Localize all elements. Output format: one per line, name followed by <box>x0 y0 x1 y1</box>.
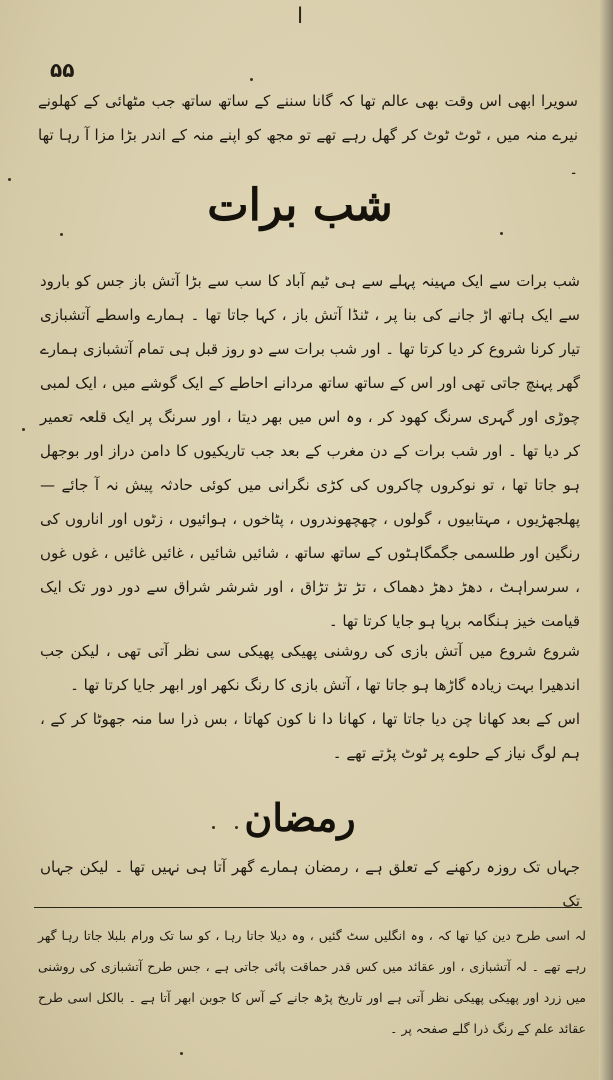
intro-paragraph: سویرا ابھی اس وقت بھی عالم تھا کہ گانا سننے کے ساتھ ساتھ جب مٹھائی کے کھلونے نیرے منہ میں ، ٹوٹ ٹوٹ کر گھل رہے تھے تو مجھ کو اپنے منہ کے اندر بڑا مزا آ رہا تھا ۔ <box>38 92 578 178</box>
top-mark: ا <box>297 4 304 29</box>
ink-speck <box>235 826 238 829</box>
ink-speck <box>212 826 215 829</box>
shab-e-barat-paragraph: شب برات سے ایک مہینہ پہلے سے ہی ٹیم آباد کا سب سے بڑا آتش باز جس کو بارود سے ایک ہاتھ اڑ جانے کی بنا پر ، ٹنڈا آتش باز ، کہا جاتا تھا ۔ ہمارے واسطے آتشبازی تیار کرنا شروع کر دیا کرتا تھا ۔ اور شب برات سے دو روز قبل ہی تمام آتشبازی ہمارے گھر پہنچ جاتی تھی اور اس کے ساتھ ساتھ مردانے احاطے کے ایک گوشے میں ، ایک لمبی چوڑی اور گہری سرنگ کھود کر ، وہ اس میں بھر دیتا ، اور سرنگ پر ایک قلعہ تعمیر کر دیا تھا ۔ اور شب برات کے دن مغرب کے بعد جب تاریکیوں کا دامن دراز اور بوجھل ہو جاتا تھا ، تو نوکروں چاکروں کی کڑی نگرانی میں کوئی حادثہ پیش نہ آ جائے — پھلجھڑیوں ، مہتابیوں ، گولوں ، چھچھوندروں ، پٹاخوں ، ہوائیوں ، زٹوں اور اناروں کی رنگین اور طلسمی جگمگاہٹوں کے ساتھ ساتھ ، شائیں شائیں ، غائیں غائیں ، غوں غوں ، سرسراہٹ ، دھڑ دھڑ دھماک ، تڑ تڑ تڑاق ، اور شرشر شراق سے دور دور تک ایک قیامت خیز ہنگامہ برپا ہو جایا کرتا تھا ۔ <box>40 272 580 630</box>
section-heading-ramzan: رمضان <box>244 795 356 840</box>
footnotes: لہ اسی طرح دین کیا تھا کہ ، وہ انگلیں سٹ گئیں ، وہ دیلا جاتا رہا ، کو سا تک ورام بلبلا جاتا رہا گھر رہے تھے ۔ لہ آتشبازی ، اور عقائد میں کس قدر حماقت پائی جاتی ہے ، جس طرح آتشبازی کی روشنی میں زرد اور پھیکی پھیکی نظر آتی ہے اور تاریخ پڑھ جانے کے آس کا جوبن ابھر آتا ہے ۔ بالکل اسی طرح عقائد علم کے رنگ ذرا گلے صفحہ پر ۔ <box>38 928 586 1036</box>
ink-speck <box>250 78 253 81</box>
ramzan-paragraph: جہاں تک روزہ رکھنے کے تعلق ہے ، رمضان ہمارے گھر آتا ہی نہیں تھا ۔ لیکن جہاں تک <box>40 858 580 910</box>
page-number: ۵۵ <box>50 58 75 82</box>
book-spine <box>599 0 613 1080</box>
ink-speck <box>180 1052 183 1055</box>
ink-speck <box>500 232 503 235</box>
ink-speck <box>8 178 11 181</box>
section-heading-shab-e-barat: شب برات <box>207 180 393 231</box>
footnote-divider <box>34 907 582 908</box>
shab-e-barat-paragraph-3: اس کے بعد کھانا چن دیا جاتا تھا ، کھانا دا نا کون کھاتا ، بس ذرا سا منہ جھوٹا کر کے ، ہم لوگ نیاز کے حلوے پر ٹوٹ پڑتے تھے ۔ <box>40 710 580 762</box>
shab-e-barat-paragraph-2: شروع شروع میں آتش بازی کی روشنی پھیکی پھیکی سی نظر آتی تھی ، لیکن جب اندھیرا بہت زیادہ گاڑھا ہو جاتا تھا ، آتش بازی کا رنگ نکھر اور ابھر جایا کرتا تھا ۔ <box>40 642 580 694</box>
ink-speck <box>60 233 63 236</box>
ink-speck <box>22 428 25 431</box>
